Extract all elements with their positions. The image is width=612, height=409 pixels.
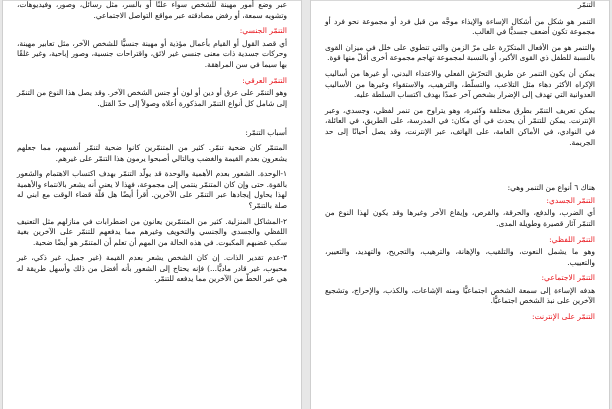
- causes-intro: المتنمّر كان ضحية تنمّر. كثير من المتنمّرين كانوا ضحية لتنمّر أنفسهم، مما جعلهم يشعرون بعدم القيمة والغضب وبالتالي أصبحوا يرمون هذا التنمّر على غيرهم.: [17, 142, 287, 163]
- racial-bullying-heading: التنمّر العرقي:: [242, 75, 287, 85]
- spacer: [17, 114, 287, 128]
- definition-paragraph-2: والتنمر هو من الأفعال المتكرّرة على مرّ الزمن والتي تنطوي على خلل في ميزان القوى بالنسبة للطفل ذي القوى الأكبر، أو بالنسبة لمجموعة تهاجم مجموعة أخرى أقلّ منها قوة.: [325, 42, 595, 63]
- spacer: [325, 153, 595, 183]
- cause-loneliness: ١-الوحدة. الشعور بعدم الأهمية والوحدة قد يولّد التنمّر بهدف اكتساب الاهتمام والشعور بالقوة. حتى وإن كان المتنمّر ينتمي إلى مجموعة، فهذا لا يعني أنه يشعر بالانتماء والأهمية لهذا يحاول إيجادها عبر التنمّر على الآخرين. أقرأ أيضًا هل قلّة قضاء الوقت مع ابني له صلة بالتنمّر؟: [17, 169, 287, 210]
- cause-home-problems: ٢-المشاكل المنزلية. كثير من المتنمّرين يعانون من اضطرابات في منازلهم مثل التعنيف اللفظي والجسدي والجنسي والتخويف وغيرهم مما يدفعهم للتنمّر على الآخرين بغية سكب غضبهم المكبوت. في هذه الحالة من المهم أن تعلم أن المتنمّر هو أيضًا ضحية.: [17, 216, 287, 247]
- online-bullying-heading: التنمّر على الإنترنت:: [532, 312, 595, 322]
- definition-paragraph-4: يمكن تعريف التنمّر بطرق مختلفة وكثيرة، وهو يتراوح من تنمر لفظي، وجسدي، وعبر الإنترنت. يمكن للتنمّر أن يحدث في أي مكان: في المدرسة، على الطريق، في العائلة، في النوادي، في الأماكن العامة، على الهاتف، عبر الإنترنت، وقد يصل أحيانًا إلى حد الجريمة.: [325, 105, 595, 147]
- verbal-bullying-heading: التنمّر اللفظي:: [549, 234, 595, 244]
- document-page-left: [2, 0, 302, 409]
- cause-low-self-esteem: ٣-عدم تقدير الذات. إن كان الشخص يشعر بعدم القيمة (غير جميل، غير ذكي، غير محبوب، غير قادر ماديًّا...) فإنه يحتاج إلى الشعور بأنه أفضل من ذلك وأسهل طريقة له هي عبر الحطّ من الآخرين مما يدفعه للتنمّر.: [17, 253, 287, 284]
- racial-bullying-text: وهو التنمّر على عرق أو دين أو لون أو جنس الشخص الآخر. وقد يصل هذا النوع من التنمّر إلى شامل كل أنواع التنمّر المذكورة أعلاه وصولاً إلى حدّ القتل.: [17, 88, 287, 108]
- sexual-bullying-heading: التنمّر الجنسي:: [239, 26, 287, 36]
- sexual-bullying-text: أي قصد القول أو القيام بأعمال مؤذية أو مهينة جنسيًّا للشخص الآخر، مثل تعابير مهينة، وحركات جسدية ذات معنى جنسي غير لائق، واقتراحات جنسية، وصور إباحية، وغير غلقًا بها سيما في سن المراهقة.: [17, 38, 287, 69]
- document-title: التنمّر: [577, 0, 595, 9]
- document-page-right: [310, 0, 610, 409]
- verbal-bullying-text: وهو ما يشمل النعوت، والتلقيب، والإهانة، والترهيب، والتجريح، والتهديد، والتعيير، والتعييب.: [325, 247, 595, 267]
- physical-bullying-heading: التنمّر الجسدي:: [546, 195, 595, 205]
- causes-heading: أسباب التنمّر:: [245, 128, 287, 138]
- definition-paragraph-3: يمكن أن يكون التنمر عن طريق التحرّش الفعلي والاعتداء البدني، أو غيرها من أساليب الإكراه الأكثر دهاء مثل التلاعب، والتسلّط، والترهيب، والاستقواء وغيرها من الأساليب العدوانية التي تهدف إلى الإضرار بشخص آخر عمدًا بهدف اكتساب السلطة عليه.: [325, 68, 595, 100]
- definition-paragraph-1: التنمر هو شكل من أشكال الإساءة والإيذاء موجَّه من قبل فرد أو مجموعة نحو فرد أو مجموعة تكون أضعف جسديًّا في الغالب.: [325, 16, 595, 37]
- social-bullying-text: هدفه الإساءة إلى سمعة الشخص اجتماعيًّا ومنه الإشاعات، والكذب، والإحراج، وتشجيع الآخرين على نبذ الشخص اجتماعيًّا.: [325, 285, 595, 306]
- online-bullying-continuation: عبر وضع أمور مهينة للشخص سواء علنًا أو بالسر، مثل رسائل، وصور، وفيديوهات، وتشويه سمعة، أو رفض مصادقته عبر مواقع التواصل الاجتماعي.: [17, 0, 287, 20]
- physical-bullying-text: أي الضرب، والدفع، والحرقة، والقرص، وإيقاع الأخر وغيرها وقد يكون لهذا النوع من التنمّر آثار قصيرة وطويلة المدى.: [325, 208, 595, 228]
- social-bullying-heading: التنمّر الاجتماعي:: [541, 273, 595, 283]
- page-right-content: [325, 0, 595, 325]
- types-intro: هناك ٦ أنواع من التنمر وهي:: [507, 183, 595, 193]
- page-left-content: [17, 0, 287, 290]
